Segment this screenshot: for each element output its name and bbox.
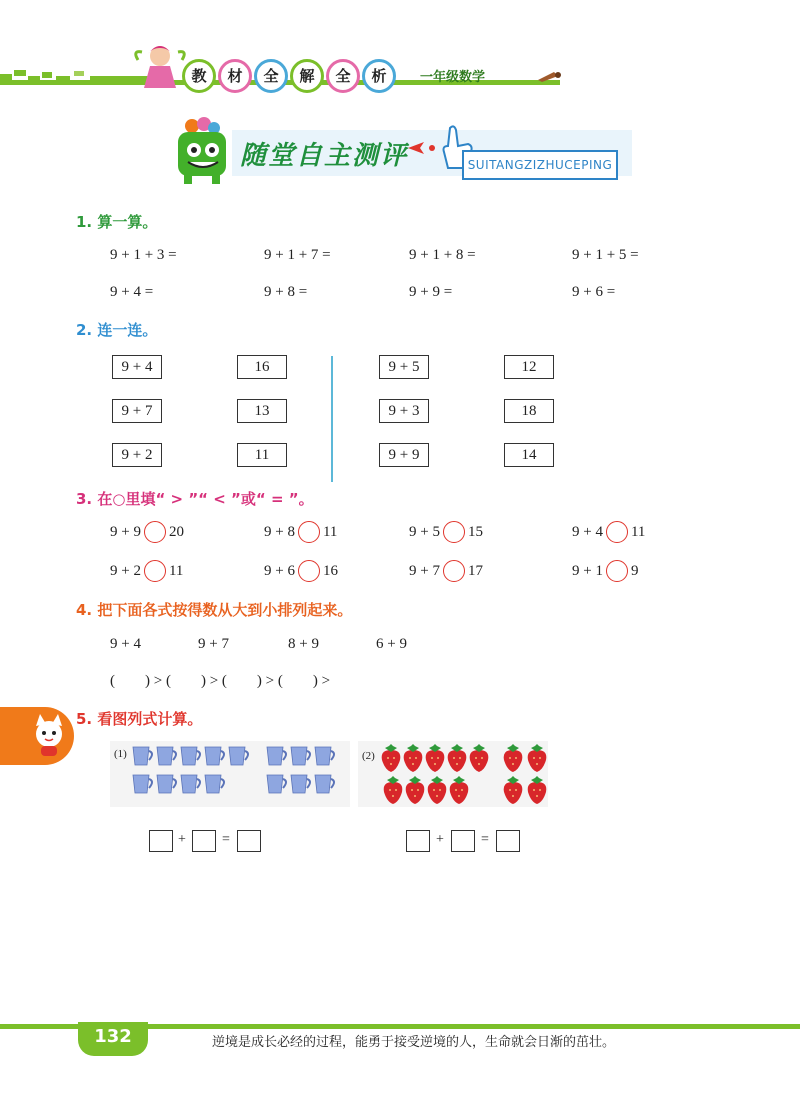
q3-row1-item-2 <box>264 521 337 543</box>
q3-row1-item-1 <box>110 521 184 543</box>
q2-right-num-box-2[interactable]: 18 <box>504 399 554 423</box>
q1-row1-expr-2: 9 + 1 + 7 = <box>264 247 331 263</box>
q3-left-expr: 9 + 6 <box>264 562 295 579</box>
header-grade-subtitle: 一年级数学 <box>420 70 486 85</box>
q5-plus-sign-1: + <box>178 832 186 847</box>
header-char-2: 材 <box>218 59 252 93</box>
compare-circle[interactable] <box>298 560 320 582</box>
header-char-3: 全 <box>254 59 288 93</box>
q2-right-num-box-3[interactable]: 14 <box>504 443 554 467</box>
q5-equals-sign-1: = <box>222 832 230 847</box>
compare-circle[interactable] <box>298 521 320 543</box>
page-number: 132 <box>94 1026 132 1047</box>
q5-title: 5. 看图列式计算。 <box>76 710 203 728</box>
q3-row2-item-3 <box>409 560 483 582</box>
q3-left-expr: 9 + 7 <box>409 562 440 579</box>
q3-row1-item-4 <box>572 521 645 543</box>
q3-right-value: 11 <box>322 523 338 540</box>
q3-right-value: 11 <box>168 562 184 579</box>
q4-expr-3: 8 + 9 <box>288 636 319 652</box>
q4-title: 4. 把下面各式按得数从大到小排列起来。 <box>76 601 353 619</box>
q3-left-expr: 9 + 8 <box>264 523 295 540</box>
q5-answer-2-addend-2[interactable] <box>451 830 475 852</box>
q3-left-expr: 9 + 2 <box>110 562 141 579</box>
q1-row2-expr-2: 9 + 8 = <box>264 284 308 300</box>
q3-left-expr: 9 + 1 <box>572 562 603 579</box>
compare-circle[interactable] <box>144 521 166 543</box>
q3-row2-item-4 <box>572 560 638 582</box>
q3-right-value: 17 <box>467 562 483 579</box>
pencil-icon <box>536 68 562 84</box>
compare-circle[interactable] <box>606 521 628 543</box>
q3-right-value: 15 <box>467 523 483 540</box>
q4-expr-2: 9 + 7 <box>198 636 229 652</box>
cat-mascot-icon <box>30 712 68 758</box>
q5-answer-1-addend-2[interactable] <box>192 830 216 852</box>
green-monster-mascot-icon <box>170 116 236 188</box>
q1-title: 1. 算一算。 <box>76 213 158 231</box>
q3-right-value: 9 <box>630 562 639 579</box>
q2-left-num-box-3[interactable]: 11 <box>237 443 287 467</box>
fairy-girl-icon <box>132 40 188 92</box>
q3-row1-item-3 <box>409 521 483 543</box>
compare-circle[interactable] <box>443 521 465 543</box>
strawberry-group-icon <box>380 744 550 806</box>
q2-left-expr-box-2[interactable]: 9 + 7 <box>112 399 162 423</box>
q2-left-expr-box-3[interactable]: 9 + 2 <box>112 443 162 467</box>
q1-row2-expr-3: 9 + 9 = <box>409 284 453 300</box>
compare-circle[interactable] <box>606 560 628 582</box>
q1-row2-expr-1: 9 + 4 = <box>110 284 154 300</box>
q3-right-value: 16 <box>322 562 338 579</box>
q3-row2-item-1 <box>110 560 183 582</box>
q2-left-num-box-1[interactable]: 16 <box>237 355 287 379</box>
q2-left-num-box-2[interactable]: 13 <box>237 399 287 423</box>
q3-right-value: 20 <box>168 523 184 540</box>
arrow-icon <box>406 140 436 156</box>
q4-expr-1: 9 + 4 <box>110 636 141 652</box>
header-char-6: 析 <box>362 59 396 93</box>
q1-row1-expr-3: 9 + 1 + 8 = <box>409 247 476 263</box>
q1-row1-expr-4: 9 + 1 + 5 = <box>572 247 639 263</box>
q5-answer-1-addend-1[interactable] <box>149 830 173 852</box>
q2-right-num-box-1[interactable]: 12 <box>504 355 554 379</box>
q3-left-expr: 9 + 9 <box>110 523 141 540</box>
q5-label-1: (1) <box>114 748 127 760</box>
q5-label-2: (2) <box>362 750 375 762</box>
q2-left-expr-box-1[interactable]: 9 + 4 <box>112 355 162 379</box>
q2-title: 2. 连一连。 <box>76 321 158 339</box>
q3-right-value: 11 <box>630 523 646 540</box>
footer-motto: 逆境是成长必经的过程，能勇于接受逆境的人，生命就会日渐的茁壮。 <box>212 1035 616 1050</box>
banner-title: 随堂自主测评 <box>240 141 409 171</box>
q5-answer-2-result[interactable] <box>496 830 520 852</box>
header-char-5: 全 <box>326 59 360 93</box>
q1-row1-expr-1: 9 + 1 + 3 = <box>110 247 177 263</box>
banner-subtitle: SUITANGZIZHUCEPING <box>462 150 618 180</box>
q5-plus-sign-2: + <box>436 832 444 847</box>
q3-row2-item-2 <box>264 560 338 582</box>
q3-title: 3. 在○里填“ > ”“ < ”或“ = ”。 <box>76 490 314 508</box>
header-char-4: 解 <box>290 59 324 93</box>
q3-left-expr: 9 + 5 <box>409 523 440 540</box>
q1-row2-expr-4: 9 + 6 = <box>572 284 616 300</box>
q4-expr-4: 6 + 9 <box>376 636 407 652</box>
q5-equals-sign-2: = <box>481 832 489 847</box>
compare-circle[interactable] <box>443 560 465 582</box>
compare-circle[interactable] <box>144 560 166 582</box>
q5-answer-2-addend-1[interactable] <box>406 830 430 852</box>
q4-order-line[interactable]: ( ) > ( ) > ( ) > ( ) > <box>110 673 331 689</box>
q2-right-expr-box-3[interactable]: 9 + 9 <box>379 443 429 467</box>
cup-group-icon <box>132 745 347 799</box>
q5-answer-1-result[interactable] <box>237 830 261 852</box>
q2-right-expr-box-1[interactable]: 9 + 5 <box>379 355 429 379</box>
q2-right-expr-box-2[interactable]: 9 + 3 <box>379 399 429 423</box>
q2-divider <box>331 356 333 482</box>
header-char-1: 教 <box>182 59 216 93</box>
q3-left-expr: 9 + 4 <box>572 523 603 540</box>
